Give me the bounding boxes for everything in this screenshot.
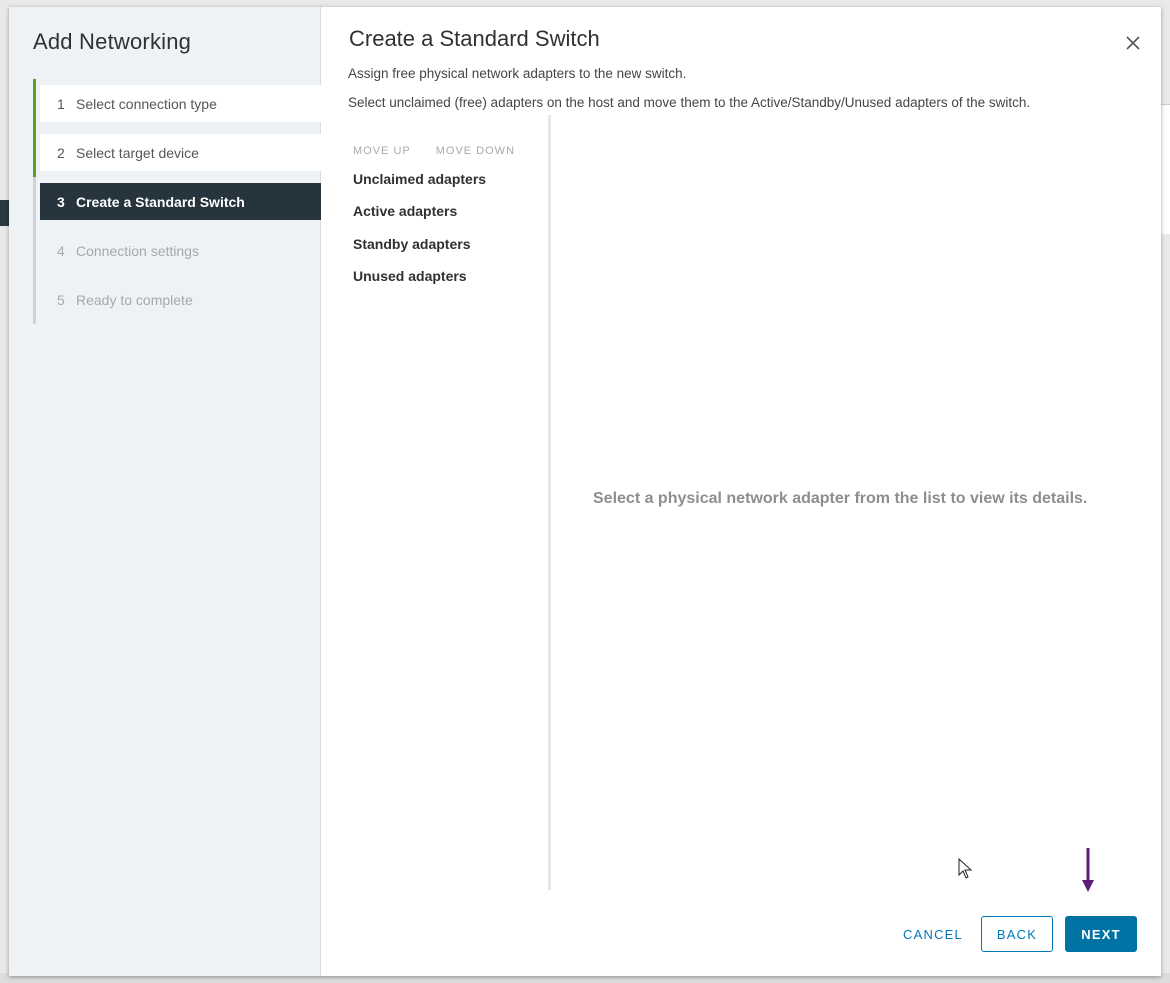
step-label: Create a Standard Switch bbox=[76, 193, 245, 210]
background-table-edge bbox=[1161, 104, 1170, 234]
step-progress-bar bbox=[33, 79, 36, 128]
active-adapters-group[interactable]: Active adapters bbox=[353, 203, 458, 219]
move-up-button[interactable]: MOVE UP bbox=[353, 145, 411, 157]
step-progress-bar bbox=[33, 177, 36, 226]
cancel-button[interactable]: CANCEL bbox=[903, 926, 963, 942]
close-icon[interactable] bbox=[1123, 33, 1143, 53]
step-label: Ready to complete bbox=[76, 291, 193, 308]
step-progress-bar bbox=[33, 226, 36, 275]
step-connection-settings bbox=[33, 226, 321, 275]
wizard-steps bbox=[33, 79, 321, 324]
adapter-toolbar bbox=[353, 145, 515, 157]
standby-adapters-group[interactable]: Standby adapters bbox=[353, 236, 471, 252]
description-text: Assign free physical network adapters to the new switch. bbox=[348, 66, 687, 81]
adapters-list-pane bbox=[349, 115, 551, 890]
add-networking-dialog bbox=[9, 7, 1161, 976]
wizard-title: Add Networking bbox=[33, 29, 192, 54]
wizard-sidebar bbox=[9, 7, 321, 976]
next-button[interactable]: NEXT bbox=[1065, 916, 1137, 952]
step-label: Connection settings bbox=[76, 242, 199, 259]
step-progress-bar bbox=[33, 128, 36, 177]
wizard-content bbox=[321, 7, 1161, 976]
step-number: 4 bbox=[57, 242, 65, 259]
step-number: 2 bbox=[57, 144, 65, 161]
step-progress-bar bbox=[33, 275, 36, 324]
step-label: Select target device bbox=[76, 144, 199, 161]
move-down-button[interactable]: MOVE DOWN bbox=[435, 145, 516, 157]
step-create-standard-switch[interactable] bbox=[33, 177, 321, 226]
back-button[interactable]: BACK bbox=[981, 916, 1053, 952]
page-title: Create a Standard Switch bbox=[349, 26, 600, 51]
step-number: 1 bbox=[57, 95, 65, 112]
annotation-arrow-icon bbox=[1078, 846, 1098, 896]
step-number: 3 bbox=[57, 193, 65, 210]
step-ready-to-complete bbox=[33, 275, 321, 324]
step-select-target-device[interactable] bbox=[33, 128, 321, 177]
adapter-details-placeholder: Select a physical network adapter from the list to view its details. bbox=[593, 490, 1088, 507]
mouse-cursor-icon bbox=[958, 858, 974, 880]
step-select-connection-type[interactable] bbox=[33, 79, 321, 128]
step-label: Select connection type bbox=[76, 95, 217, 112]
instruction-text: Select unclaimed (free) adapters on the host and move them to the Active/Standby/Unused adapters of the switch. bbox=[348, 95, 1031, 110]
step-number: 5 bbox=[57, 291, 65, 308]
unclaimed-adapters-group[interactable]: Unclaimed adapters bbox=[353, 171, 487, 187]
unused-adapters-group[interactable]: Unused adapters bbox=[353, 268, 467, 284]
